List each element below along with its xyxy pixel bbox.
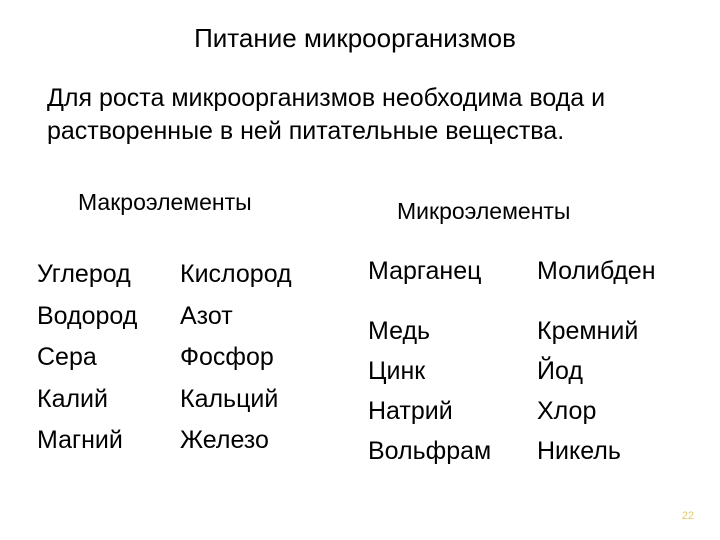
list-item: Азот [180,301,233,330]
list-item: Йод [537,357,583,385]
list-item: Вольфрам [368,437,492,465]
macroelements-list-2 [180,254,292,462]
list-item: Медь [368,317,431,345]
microelements-list-2 [537,311,638,471]
list-item: Хлор [537,397,597,425]
list-item: Железо [180,426,269,454]
list-item: Водород [37,301,138,330]
list-item: Никель [537,437,621,465]
macroelements-heading: Макроэлементы [78,189,252,215]
macroelements-list-1 [37,254,137,462]
page-number: 22 [681,510,694,522]
list-item: Углерод [37,260,131,288]
list-item: Кислород [180,260,292,288]
intro-line: растворенные в ней питательные вещества. [47,117,565,145]
microelements-list-1-top [368,254,481,288]
list-item: Сера [37,343,97,371]
intro-text [47,82,707,148]
page-title: Питание микроорганизмов [194,23,516,53]
intro-line: Для роста микроорганизмов необходима вода и [47,84,606,112]
list-item: Молибден [537,257,656,285]
list-item: Марганец [368,257,482,285]
microelements-list-1 [368,311,491,471]
list-item: Магний [37,426,123,454]
list-item: Кальций [180,384,279,413]
list-item: Натрий [368,397,453,425]
list-item: Калий [37,384,108,413]
microelements-list-2-top [537,254,656,288]
list-item: Кремний [537,317,639,345]
list-item: Цинк [368,357,426,385]
list-item: Фосфор [180,343,274,371]
microelements-heading: Микроэлементы [397,198,571,224]
